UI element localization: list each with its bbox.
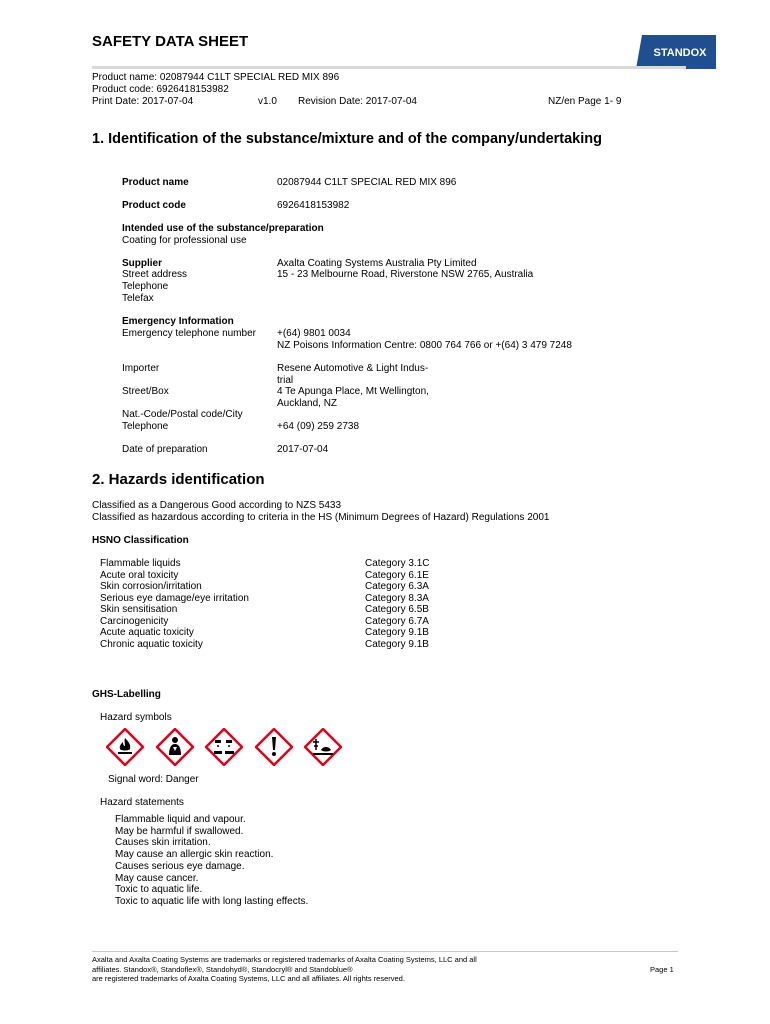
hsno-row bbox=[100, 604, 440, 616]
section-2-heading: 2. Hazards identification bbox=[92, 471, 265, 488]
hazard-statement: Toxic to aquatic life. bbox=[115, 884, 203, 896]
product-name-line: Product name: 02087944 C1LT SPECIAL RED MIX 896 bbox=[92, 72, 340, 83]
product-code-line: Product code: 6926418153982 bbox=[92, 84, 229, 95]
hazard-statement: Causes skin irritation. bbox=[115, 837, 211, 849]
revision-date: Revision Date: 2017-07-04 bbox=[298, 96, 417, 107]
hsno-category: Category 6.1E bbox=[365, 569, 429, 581]
importer-label: Importer bbox=[122, 363, 160, 374]
hsno-hazard: Flammable liquids bbox=[100, 558, 181, 569]
footer-page-number: Page 1 bbox=[650, 965, 674, 974]
street-address-value: 15 - 23 Melbourne Road, Riverstone NSW 2765, Australia bbox=[277, 269, 534, 280]
hsno-row bbox=[100, 593, 440, 605]
hsno-category: Category 6.3A bbox=[365, 581, 429, 592]
print-date: Print Date: 2017-07-04 bbox=[92, 96, 194, 107]
page-reference: NZ/en Page 1- 9 bbox=[548, 96, 622, 107]
hsno-category: Category 8.3A bbox=[365, 592, 429, 604]
flame-icon bbox=[106, 728, 144, 766]
header-rule bbox=[92, 66, 686, 69]
health-hazard-icon bbox=[156, 728, 194, 766]
hsno-heading: HSNO Classification bbox=[92, 535, 189, 546]
footer-trademark-3: are registered trademarks of Axalta Coating Systems, LLC and all affiliates. All rights reserved. bbox=[92, 974, 405, 983]
hsno-category: Category 3.1C bbox=[365, 558, 430, 569]
hsno-hazard: Acute oral toxicity bbox=[100, 569, 179, 581]
emergency-label: Emergency Information bbox=[122, 316, 234, 327]
environment-icon bbox=[304, 728, 342, 766]
hsno-table bbox=[100, 558, 440, 650]
street-box-value: 4 Te Apunga Place, Mt Wellington, bbox=[277, 386, 429, 397]
hsno-hazard: Chronic aquatic toxicity bbox=[100, 638, 203, 650]
importer-value-1: Resene Automotive & Light Indus- bbox=[277, 363, 429, 374]
classified-hazardous: Classified as hazardous according to criteria in the HS (Minimum Degrees of Hazard) Regulations 2001 bbox=[92, 512, 550, 523]
city-value: Auckland, NZ bbox=[277, 398, 338, 409]
nat-code-label: Nat.-Code/Postal code/City bbox=[122, 409, 243, 420]
footer-trademark-1: Axalta and Axalta Coating Systems are trademarks or registered trademarks of Axalta Coating Systems, LLC and all bbox=[92, 955, 477, 964]
hsno-category: Category 9.1B bbox=[365, 638, 429, 650]
hsno-category: Category 9.1B bbox=[365, 627, 429, 638]
date-of-preparation-value: 2017-07-04 bbox=[277, 444, 329, 455]
standox-logo bbox=[636, 35, 716, 69]
telefax-label: Telefax bbox=[122, 293, 154, 304]
supplier-value: Axalta Coating Systems Australia Pty Limited bbox=[277, 258, 477, 269]
logo-text: STANDOX bbox=[653, 47, 707, 59]
street-address-label: Street address bbox=[122, 269, 188, 280]
document-title: SAFETY DATA SHEET bbox=[92, 33, 249, 50]
hsno-row bbox=[100, 581, 440, 593]
hazard-statement: May be harmful if swallowed. bbox=[115, 825, 244, 837]
hazard-pictograms bbox=[106, 728, 346, 768]
product-code-value: 6926418153982 bbox=[277, 200, 350, 211]
product-code-label: Product code bbox=[122, 200, 186, 211]
importer-value-2: trial bbox=[277, 375, 294, 386]
emergency-phone-label: Emergency telephone number bbox=[122, 328, 256, 339]
emergency-phone-value: +(64) 9801 0034 bbox=[277, 328, 351, 339]
ghs-heading: GHS-Labelling bbox=[92, 689, 161, 700]
importer-telephone-value: +64 (09) 259 2738 bbox=[277, 421, 360, 432]
hazard-symbols-label: Hazard symbols bbox=[100, 712, 172, 723]
product-name-label: Product name bbox=[122, 177, 189, 188]
classified-dangerous-good: Classified as a Dangerous Good according to NZS 5433 bbox=[92, 500, 342, 511]
hazard-statement: Flammable liquid and vapour. bbox=[115, 814, 246, 825]
hsno-hazard: Acute aquatic toxicity bbox=[100, 627, 194, 638]
hsno-category: Category 6.7A bbox=[365, 615, 429, 627]
date-of-preparation-label: Date of preparation bbox=[122, 444, 208, 455]
hsno-row bbox=[100, 616, 440, 628]
hazard-statement: May cause an allergic skin reaction. bbox=[115, 849, 274, 861]
hazard-statement: Causes serious eye damage. bbox=[115, 860, 245, 872]
hazard-statements-label: Hazard statements bbox=[100, 797, 184, 808]
hsno-hazard: Carcinogenicity bbox=[100, 615, 169, 627]
hsno-row bbox=[100, 627, 440, 639]
hazard-statement: Toxic to aquatic life with long lasting effects. bbox=[115, 895, 309, 907]
hazard-statements-list bbox=[115, 814, 515, 908]
supplier-label: Supplier bbox=[122, 258, 163, 269]
product-name-value: 02087944 C1LT SPECIAL RED MIX 896 bbox=[277, 177, 457, 188]
telephone-label: Telephone bbox=[122, 281, 169, 292]
hsno-category: Category 6.5B bbox=[365, 604, 429, 615]
corrosion-icon bbox=[205, 728, 243, 766]
hsno-row bbox=[100, 570, 440, 582]
hazard-statement: May cause cancer. bbox=[115, 872, 199, 884]
hsno-row bbox=[100, 639, 440, 651]
exclamation-icon bbox=[255, 728, 293, 766]
hsno-hazard: Serious eye damage/eye irritation bbox=[100, 592, 249, 604]
importer-telephone-label: Telephone bbox=[122, 421, 169, 432]
hsno-row bbox=[100, 558, 440, 570]
footer-trademark-2: affiliates. Standox®, Standoflex®, Standohyd®, Standocryl® and Standoblue® bbox=[92, 965, 353, 974]
poisons-centre-value: NZ Poisons Information Centre: 0800 764 766 or +(64) 3 479 7248 bbox=[277, 340, 572, 351]
intended-use-value: Coating for professional use bbox=[122, 235, 247, 246]
section-1-heading: 1. Identification of the substance/mixture and of the company/undertaking bbox=[92, 131, 602, 147]
hsno-hazard: Skin sensitisation bbox=[100, 604, 178, 615]
version: v1.0 bbox=[258, 96, 277, 107]
signal-word: Signal word: Danger bbox=[108, 774, 199, 785]
footer-rule bbox=[92, 951, 678, 952]
intended-use-label: Intended use of the substance/preparation bbox=[122, 223, 324, 234]
street-box-label: Street/Box bbox=[122, 386, 169, 397]
hsno-hazard: Skin corrosion/irritation bbox=[100, 581, 202, 592]
